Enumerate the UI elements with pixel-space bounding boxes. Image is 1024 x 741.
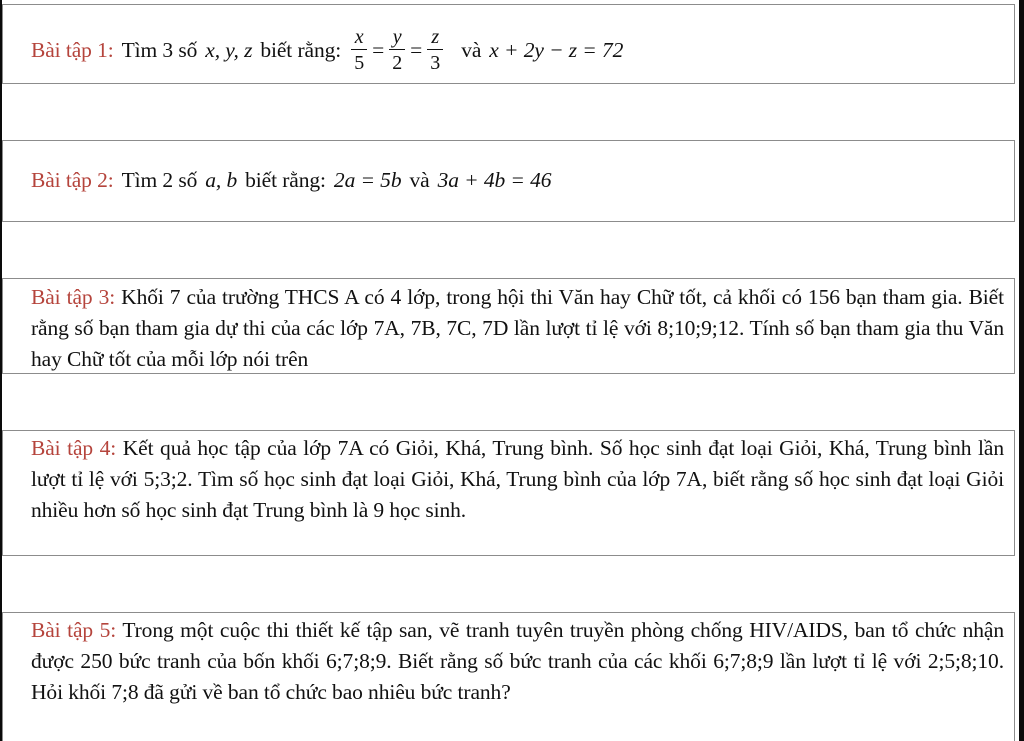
exercise-5-label: Bài tập 5: [31, 618, 117, 642]
fraction-y-denominator: 2 [392, 52, 403, 74]
exercise-4-label: Bài tập 4: [31, 436, 117, 460]
exercise-1-line [31, 25, 1004, 76]
exercise-1-label: Bài tập 1: [31, 38, 114, 62]
fraction-z-3 [427, 25, 443, 76]
exercise-1-text-b: biết rằng: [260, 38, 342, 62]
fraction-y-2 [389, 25, 405, 76]
fraction-x-5 [351, 25, 367, 76]
exercise-2-box [2, 140, 1015, 222]
exercise-2-equation-1: 2a = 5b [333, 168, 402, 192]
right-edge [1019, 0, 1024, 741]
exercise-1-vars: x, y, z [205, 38, 253, 62]
exercise-2-text-b: biết rằng: [245, 168, 326, 192]
exercise-2-and: và [409, 168, 430, 192]
exercise-1-box [2, 4, 1015, 84]
exercise-3-label: Bài tập 3: [31, 285, 116, 309]
exercise-1-text-a: Tìm 3 số [121, 38, 198, 62]
exercise-2-line [31, 165, 1004, 196]
equals-sign: = [410, 38, 423, 62]
fraction-z-denominator: 3 [430, 52, 441, 74]
exercise-5-box [2, 612, 1015, 741]
exercise-1-equation: x + 2y − z = 72 [489, 38, 624, 62]
equals-sign: = [372, 38, 385, 62]
fraction-x-numerator: x [354, 26, 364, 48]
exercise-3-box [2, 278, 1015, 374]
fraction-y-numerator: y [392, 26, 402, 48]
exercise-4-box [2, 430, 1015, 556]
exercise-2-equation-2: 3a + 4b = 46 [437, 168, 552, 192]
exercise-4-text: Kết quả học tập của lớp 7A có Giỏi, Khá, Trung bình. Số học sinh đạt loại Giỏi, Khá, Trung bình lần lượt tỉ lệ với 5;3;2. Tìm số học sinh đạt loại Giỏi, Khá, Trung bình của lớp 7A, biết rằng số học sinh đạt loại Giỏi nhiều hơn số học sinh đạt Trung bình là 9 học sinh. [31, 436, 1004, 522]
fraction-z-numerator: z [431, 26, 440, 48]
exercise-2-label: Bài tập 2: [31, 168, 114, 192]
exercise-3-text: Khối 7 của trường THCS A có 4 lớp, trong hội thi Văn hay Chữ tốt, cả khối có 156 bạn tham gia. Biết rằng số bạn tham gia dự thi của các lớp 7A, 7B, 7C, 7D lần lượt tỉ lệ với 8;10;9;12. Tính số bạn tham gia thu Văn hay Chữ tốt của mỗi lớp nói trên [31, 285, 1004, 371]
exercise-2-text-a: Tìm 2 số [121, 168, 198, 192]
fraction-x-denominator: 5 [354, 52, 365, 74]
exercise-1-and: và [461, 38, 482, 62]
exercise-2-vars: a, b [205, 168, 238, 192]
exercise-5-text: Trong một cuộc thi thiết kế tập san, vẽ tranh tuyên truyền phòng chống HIV/AIDS, ban tổ chức nhận được 250 bức tranh của bốn khối 6;7;8;9. Biết rằng số bức tranh của các khối 6;7;8;9 lần lượt tỉ lệ với 2;5;8;10. Hỏi khối 7;8 đã gửi về ban tổ chức bao nhiêu bức tranh? [31, 618, 1004, 704]
